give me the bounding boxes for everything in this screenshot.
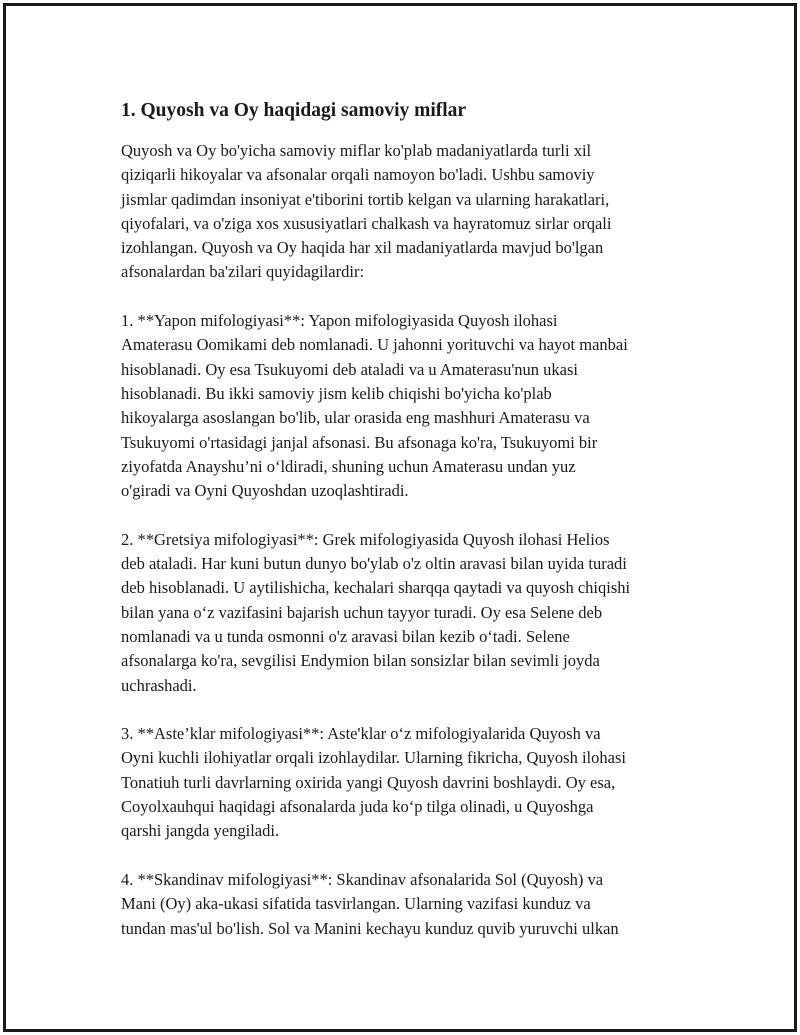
text-line: uchrashadi. [121, 675, 197, 695]
text-line: qarshi jangda yengiladi. [121, 821, 280, 841]
text-line: deb hisoblanadi. U aytilishicha, kechalari sharqqa qaytadi va quyosh chiqishi [121, 578, 631, 598]
section-title: 1. Quyosh va Oy haqidagi samoviy miflar [121, 100, 467, 121]
text-line: tundan mas'ul bo'lish. Sol va Manini kechayu kunduz quvib yuruvchi ulkan [121, 918, 619, 938]
greek-mythology-paragraph [121, 528, 701, 698]
japanese-mythology-paragraph [121, 309, 701, 503]
text-line: bilan yana oʻz vazifasini bajarish uchun tayyor turadi. Oy esa Selene deb [121, 602, 603, 622]
text-line: qiyofalari, va o'ziga xos xususiyatlari chalkash va hayratomuz sirlar orqali [121, 213, 612, 233]
text-line: Quyosh va Oy bo'yicha samoviy miflar ko'plab madaniyatlarda turli xil [121, 141, 592, 160]
scandinavian-mythology-paragraph [121, 868, 701, 941]
text-line: Coyolxauhqui haqidagi afsonalarda juda koʻp tilga olinadi, u Quyoshga [121, 797, 594, 817]
text-line: Tonatiuh turli davrlarning oxirida yangi Quyosh davrini boshlaydi. Oy esa, [121, 772, 616, 792]
text-line: nomlanadi va u tunda osmonni o'z aravasi bilan kezib oʻtadi. Selene [121, 626, 570, 646]
intro-paragraph [121, 139, 701, 285]
text-line: afsonalarga ko'ra, sevgilisi Endymion bilan sonsizlar bilan sevimli joyda [121, 651, 600, 671]
paragraph-spacer [121, 698, 701, 722]
text-line: hisoblanadi. Bu ikki samoviy jism kelib chiqishi bo'yicha ko'plab [121, 383, 552, 403]
text-line: Oyni kuchli ilohiyatlar orqali izohlaydilar. Ularning fikricha, Quyosh ilohasi [121, 748, 626, 768]
text-line: o'giradi va Oyni Quyoshdan uzoqlashtiradi. [121, 481, 409, 501]
text-line: Amaterasu Oomikami deb nomlanadi. U jahonni yorituvchi va hayot manbai [121, 335, 628, 355]
text-line: 4. **Skandinav mifologiyasi**: Skandinav afsonalarida Sol (Quyosh) va [121, 869, 604, 889]
text-line: 1. **Yapon mifologiyasi**: Yapon mifologiyasida Quyosh ilohasi [121, 311, 558, 331]
paragraph-spacer [121, 844, 701, 868]
paragraph-spacer [121, 285, 701, 309]
aztec-mythology-paragraph [121, 722, 701, 843]
text-line: 3. **Aste’klar mifologiyasi**: Aste'klar oʻz mifologiyalarida Quyosh va [121, 724, 601, 744]
text-line: qiziqarli hikoyalar va afsonalar orqali namoyon bo'ladi. Ushbu samoviy [121, 165, 595, 185]
text-line: hisoblanadi. Oy esa Tsukuyomi deb ataladi va u Amaterasu'nun ukasi [121, 359, 579, 379]
text-line: 2. **Gretsiya mifologiyasi**: Grek mifologiyasida Quyosh ilohasi Helios [121, 529, 610, 549]
paragraph-spacer [121, 503, 701, 527]
text-line: ziyofatda Anayshu’ni oʻldiradi, shuning uchun Amaterasu undan yuz [121, 456, 576, 476]
text-line: hikoyalarga asoslangan bo'lib, ular orasida eng mashhuri Amaterasu va [121, 408, 590, 428]
page-frame [3, 3, 797, 1032]
text-line: Tsukuyomi o'rtasidagi janjal afsonasi. Bu afsonaga ko'ra, Tsukuyomi bir [121, 432, 598, 452]
text-line: Mani (Oy) aka-ukasi sifatida tasvirlangan. Ularning vazifasi kunduz va [121, 894, 591, 914]
text-line: izohlangan. Quyosh va Oy haqida har xil madaniyatlarda mavjud bo'lgan [121, 238, 604, 258]
text-line: deb ataladi. Har kuni butun dunyo bo'ylab o'z oltin aravasi bilan uyida turadi [121, 554, 627, 574]
text-line: afsonalardan ba'zilari quyidagilardir: [121, 262, 365, 282]
text-line: jismlar qadimdan insoniyat e'tiborini tortib kelgan va ularning harakatlari, [121, 189, 610, 209]
document-body [121, 98, 701, 941]
